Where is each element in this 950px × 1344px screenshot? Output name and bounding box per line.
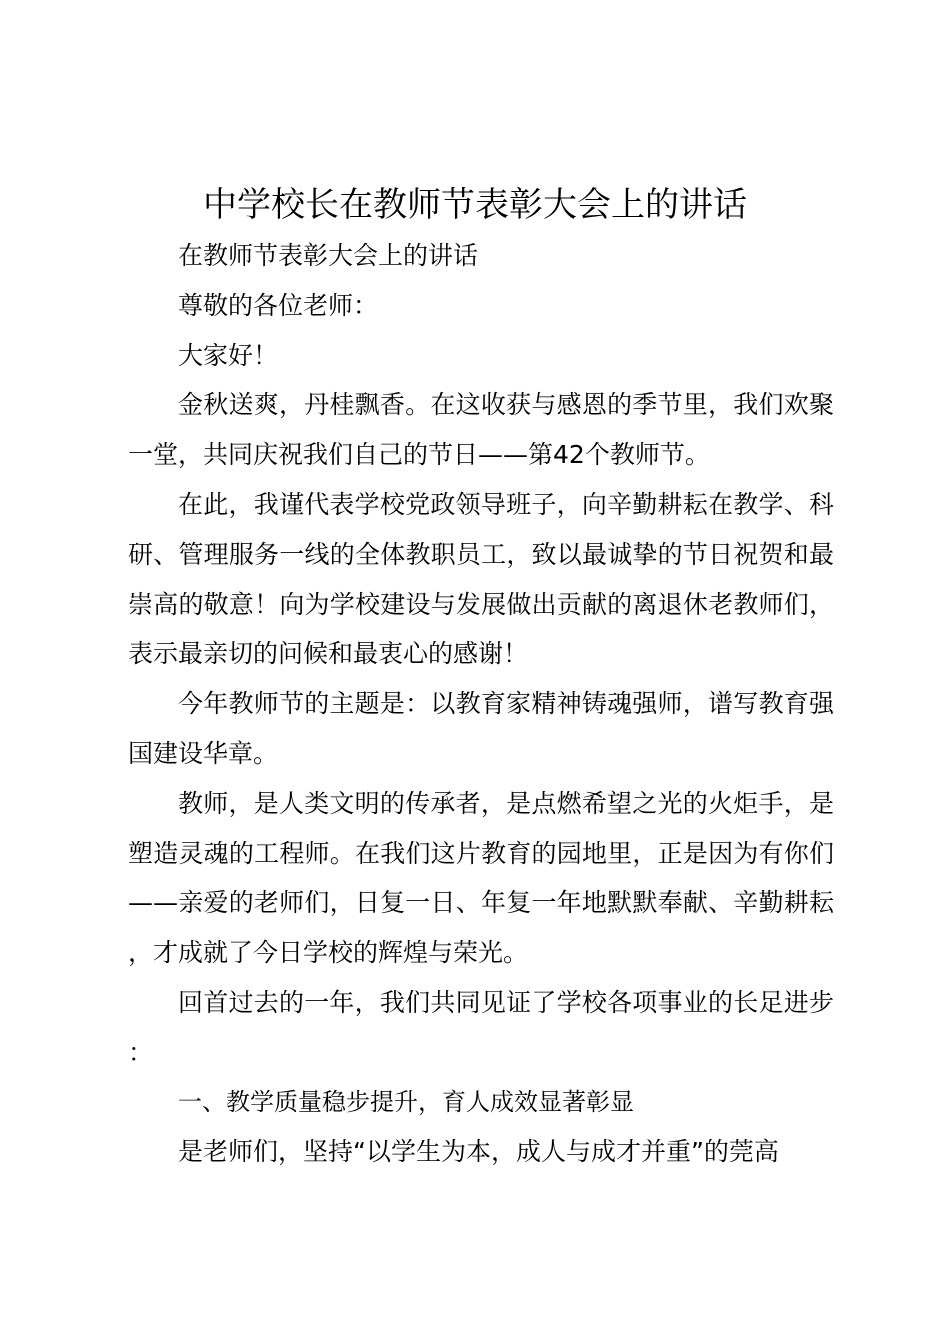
paragraph: 在此，我谨代表学校党政领导班子，向辛勤耕耘在教学、科研、管理服务一线的全体教职员工，致以最诚挚的节日祝贺和最崇高的敬意！向为学校建设与发展做出贡献的离退休老教师们，表示最亲切的问候和最衷心的感谢！ <box>128 489 834 669</box>
document-body <box>128 231 834 1177</box>
salutation: 尊敬的各位老师： <box>178 290 379 320</box>
paragraph: 回首过去的一年，我们共同见证了学校各项事业的长足进步： <box>128 987 834 1067</box>
document-title: 中学校长在教师节表彰大会上的讲话 <box>203 185 747 225</box>
section-heading: 一、教学质量稳步提升，育人成效显著彰显 <box>178 1087 634 1116</box>
paragraph: 金秋送爽，丹桂飘香。在这收获与感恩的季节里，我们欢聚一堂，共同庆祝我们自己的节日——第42个教师节。 <box>128 390 834 470</box>
greeting: 大家好！ <box>178 340 279 370</box>
paragraph: 教师，是人类文明的传承者，是点燃希望之光的火炬手，是塑造灵魂的工程师。在我们这片教育的园地里，正是因为有你们——亲爱的老师们，日复一日、年复一年地默默奉献、辛勤耕耘，才成就了今日学校的辉煌与荣光。 <box>128 788 834 968</box>
paragraph: 今年教师节的主题是：以教育家精神铸魂强师，谱写教育强国建设华章。 <box>128 689 834 768</box>
paragraph: 是老师们，坚持“以学生为本，成人与成才并重”的莞高 <box>178 1137 779 1167</box>
speech-subtitle: 在教师节表彰大会上的讲话 <box>178 241 479 270</box>
